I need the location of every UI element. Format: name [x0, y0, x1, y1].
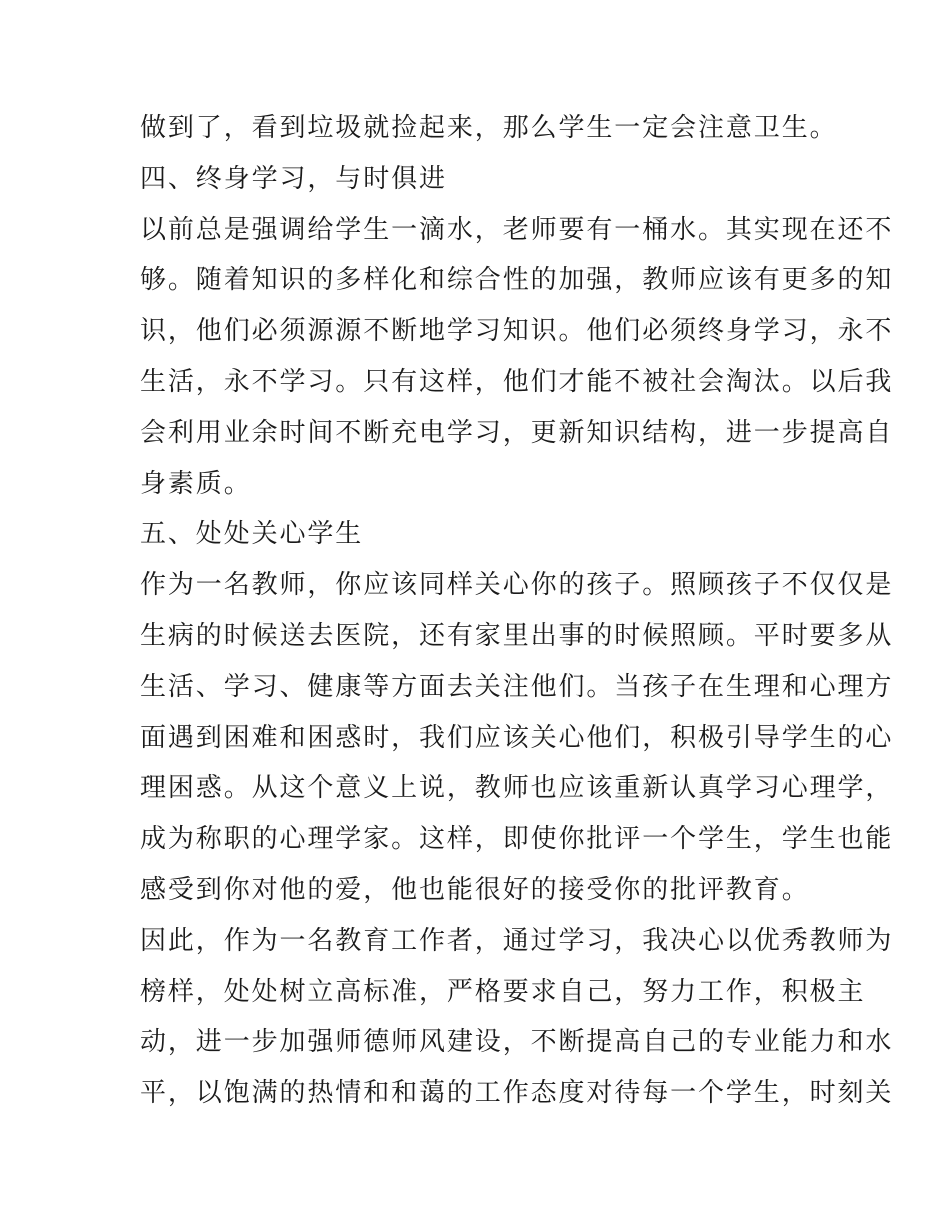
paragraph-line: 面遇到困难和困惑时，我们应该关心他们，积极引导学生的心 — [140, 722, 894, 753]
section-heading-5: 五、处处关心学生 — [140, 519, 364, 550]
paragraph-line: 成为称职的心理学家。这样，即使你批评一个学生，学生也能 — [140, 824, 894, 855]
paragraph-line: 识，他们必须源源不断地学习知识。他们必须终身学习，永不 — [140, 316, 894, 347]
paragraph-line: 感受到你对他的爱，他也能很好的接受你的批评教育。 — [140, 874, 810, 905]
paragraph-line: 以前总是强调给学生一滴水，老师要有一桶水。其实现在还不 — [140, 214, 894, 245]
section-heading-4: 四、终身学习，与时俱进 — [140, 163, 447, 194]
document-page — [140, 103, 894, 1119]
paragraph-line: 因此，作为一名教育工作者，通过学习，我决心以优秀教师为 — [140, 925, 894, 956]
paragraph-line: 生病的时候送去医院，还有家里出事的时候照顾。平时要多从 — [140, 620, 894, 651]
paragraph-line: 生活，永不学习。只有这样，他们才能不被社会淘汰。以后我 — [140, 366, 894, 397]
paragraph-line: 平，以饱满的热情和和蔼的工作态度对待每一个学生，时刻关 — [140, 1078, 894, 1109]
paragraph-line: 作为一名教师，你应该同样关心你的孩子。照顾孩子不仅仅是 — [140, 570, 894, 601]
paragraph-line: 理困惑。从这个意义上说，教师也应该重新认真学习心理学， — [140, 773, 894, 804]
paragraph-line: 生活、学习、健康等方面去关注他们。当孩子在生理和心理方 — [140, 671, 894, 702]
paragraph-line: 动，进一步加强师德师风建设，不断提高自己的专业能力和水 — [140, 1027, 894, 1058]
paragraph-line: 榜样，处处树立高标准，严格要求自己，努力工作，积极主 — [140, 976, 866, 1007]
paragraph-line: 做到了，看到垃圾就捡起来，那么学生一定会注意卫生。 — [140, 113, 838, 143]
paragraph-line: 身素质。 — [140, 468, 252, 499]
paragraph-line: 会利用业余时间不断充电学习，更新知识结构，进一步提高自 — [140, 417, 894, 448]
paragraph-line: 够。随着知识的多样化和综合性的加强，教师应该有更多的知 — [140, 265, 894, 296]
